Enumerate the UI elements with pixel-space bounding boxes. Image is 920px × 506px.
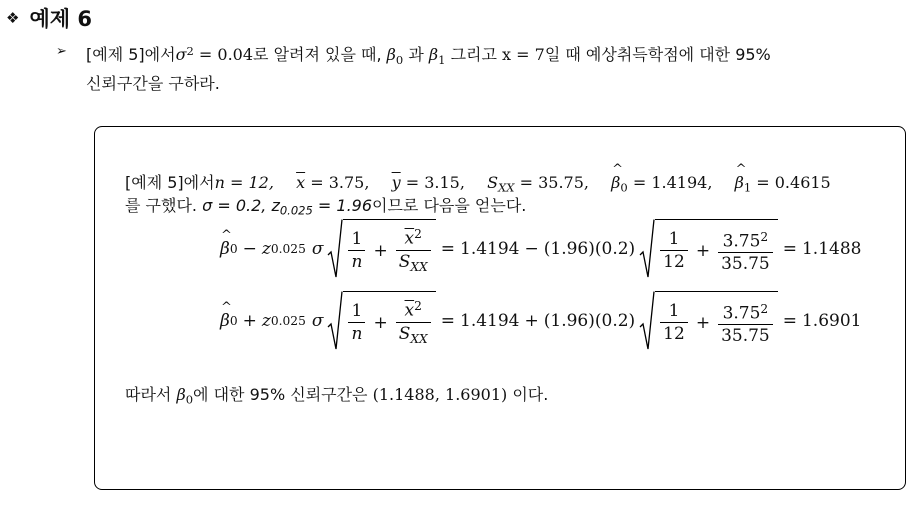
equals-sign: =: [782, 311, 797, 331]
problem-text-1: [예제 5]에서: [86, 45, 176, 65]
sigma-symbol: σ: [311, 239, 324, 259]
fraction-one-over-twelve: $\frac{1}{12}$: [660, 229, 688, 272]
fraction-one-over-n: $\frac{1}{n}$: [348, 229, 365, 272]
n-stat: n = 12,: [214, 173, 274, 192]
minus-sign: −: [524, 239, 539, 259]
beta0-value: = 1.4194,: [627, 173, 713, 192]
plus-sign: +: [242, 311, 257, 331]
conclusion-text-c: 이다.: [512, 385, 549, 404]
sigma-symbol: σ: [175, 45, 187, 65]
beta1-sub: 1: [743, 180, 752, 195]
section-header: [6, 3, 92, 33]
z-subscript: 0.025: [270, 314, 306, 328]
problem-text-2: 로 알려져 있을 때,: [253, 45, 382, 65]
problem-text-4: 그리고: [450, 45, 497, 65]
sigma-value: = 0.04: [193, 45, 254, 65]
radical-sign-icon: [327, 291, 343, 351]
equals-sign: =: [440, 239, 456, 259]
fraction-one-over-n: $\frac{1}{n}$: [348, 301, 365, 344]
beta0-symbol: β: [176, 385, 186, 404]
beta-symbol: β: [386, 45, 396, 65]
equals-sign: =: [440, 311, 456, 331]
radical-sign-icon: [639, 291, 655, 351]
upper-bound-equation: [220, 291, 861, 351]
radical-sign-icon: [639, 219, 655, 279]
xbar-label: $\overline{x}$: [296, 173, 306, 192]
section-title: 예제 6: [29, 7, 92, 31]
plus-sign: +: [373, 312, 388, 333]
beta1-hat: ^ β: [735, 173, 744, 192]
problem-text-5: 일 때 예상취득학점에 대한 95%: [544, 45, 771, 65]
plus-sign: +: [524, 311, 539, 331]
z-label: z: [271, 196, 280, 215]
beta-sub-1: 1: [438, 52, 446, 67]
coefficient: (1.96)(0.2): [543, 311, 636, 331]
solution-panel: [94, 126, 906, 490]
sxx-sub: XX: [498, 180, 515, 195]
beta0-sub: 0: [185, 392, 194, 407]
fraction-one-over-twelve: $\frac{1}{12}$: [660, 301, 688, 344]
z-symbol: z: [261, 311, 271, 331]
solution-line-2: [125, 193, 526, 218]
z-symbol: z: [261, 239, 271, 259]
beta0-hat: ^ β: [611, 173, 620, 192]
line2-text-a: 를 구했다.: [125, 196, 197, 215]
confidence-interval: (1.1488, 1.6901): [372, 385, 508, 404]
plus-sign: +: [695, 240, 711, 261]
fraction-xbar2-over-sxx: $\frac{\overline{x}^2}{S_{XX}}$: [396, 296, 431, 348]
sigma-symbol: σ: [311, 311, 324, 331]
beta0-hat: ^ β: [220, 239, 230, 259]
beta0-number: 1.4194: [460, 311, 520, 331]
beta-sub-0: 0: [395, 52, 404, 67]
conclusion-line: [125, 382, 548, 407]
problem-statement: [56, 40, 906, 95]
problem-text-6: 신뢰구간을 구하라.: [86, 73, 220, 93]
sqrt-numeric: [639, 291, 778, 351]
lower-bound-value: 1.1488: [801, 239, 862, 259]
plus-sign: +: [695, 312, 711, 333]
problem-text: [86, 40, 771, 95]
conclusion-text-b: 에 대한 95% 신뢰구간은: [193, 385, 368, 404]
fraction-squared-over-sxx: $\frac{3.75^2}{35.75}$: [718, 227, 773, 275]
lower-bound-equation: [220, 219, 861, 279]
sqrt-numeric: [639, 219, 778, 279]
beta0-sub: 0: [620, 180, 628, 195]
plus-sign: +: [373, 240, 388, 261]
problem-text-3: 과: [408, 45, 424, 65]
beta0-number: 1.4194: [460, 239, 520, 259]
upper-bound-value: 1.6901: [801, 311, 862, 331]
fraction-squared-over-sxx: $\frac{3.75^2}{35.75}$: [718, 299, 773, 347]
solution-line-1: [125, 170, 831, 195]
diamond-bullet-icon: ❖: [6, 9, 20, 27]
z-value: = 1.96: [312, 196, 373, 215]
beta0-sub: 0: [229, 242, 238, 256]
beta0-hat: ^ β: [220, 311, 230, 331]
ybar-label: $\overline{y}$: [391, 173, 401, 192]
radical-sign-icon: [327, 219, 343, 279]
z-sub: 0.025: [279, 203, 313, 218]
conclusion-text-a: 따라서: [125, 385, 172, 404]
ybar-value: = 3.15,: [400, 173, 465, 192]
sigma-exponent: 2: [186, 44, 194, 58]
sigma-given: σ = 0.2,: [202, 196, 267, 215]
beta1-value: = 0.4615: [751, 173, 831, 192]
sxx-label: S: [487, 173, 499, 192]
minus-sign: −: [242, 239, 257, 259]
equals-sign: =: [782, 239, 797, 259]
sqrt-symbolic: [327, 219, 435, 279]
fraction-xbar2-over-sxx: $\frac{\overline{x}^2}{S_{XX}}$: [396, 224, 431, 276]
beta-symbol: β: [428, 45, 439, 65]
sxx-value: = 35.75,: [514, 173, 589, 192]
sqrt-symbolic: [327, 291, 435, 351]
intro-text: [예제 5]에서: [125, 173, 215, 192]
z-subscript: 0.025: [270, 242, 306, 256]
x-value: x = 7: [502, 45, 545, 65]
arrow-bullet-icon: ➢: [56, 44, 67, 59]
beta0-sub: 0: [229, 314, 238, 328]
line2-text-b: 이므로 다음을 얻는다.: [372, 196, 527, 215]
xbar-value: = 3.75,: [305, 173, 370, 192]
coefficient: (1.96)(0.2): [543, 239, 636, 259]
